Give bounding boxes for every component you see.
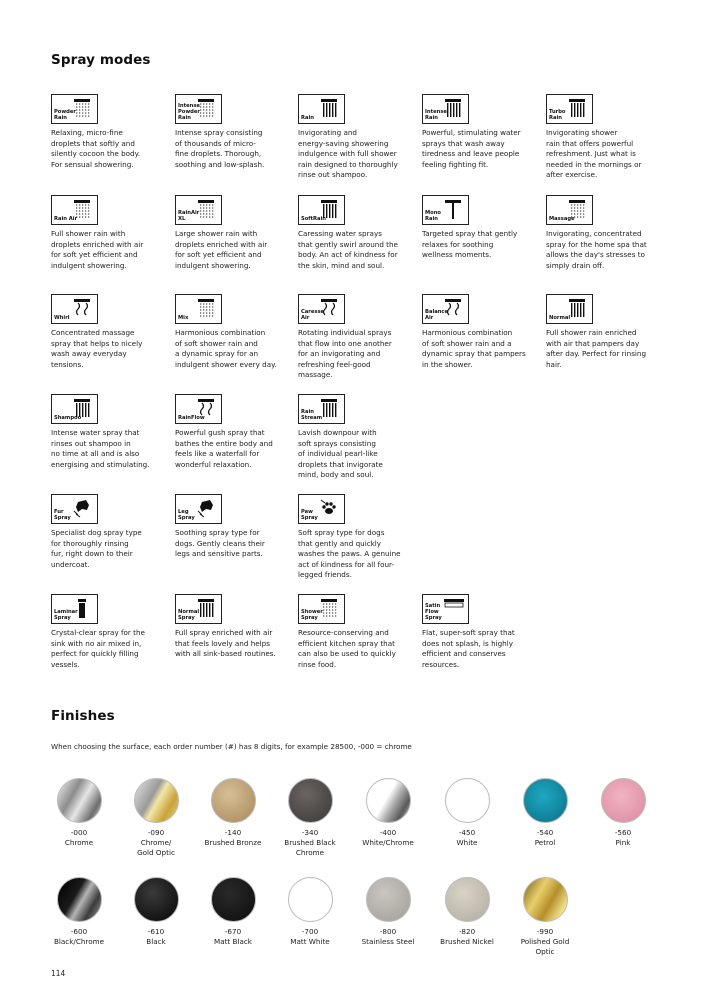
spray-mode-card bbox=[175, 494, 295, 560]
spray-mode-description: Intense water spray that rinses out shampoo in no time at all and is also energising and stimulating. bbox=[51, 428, 150, 469]
finish-code: -560 bbox=[614, 828, 632, 837]
spray-mode-card bbox=[51, 394, 171, 470]
spray-mode-icon-box bbox=[546, 294, 593, 324]
finish-name: Matt White bbox=[290, 937, 330, 946]
spray-mode-description: Powerful, stimulating water sprays that wash away tiredness and leave people feeling fighting fit. bbox=[422, 128, 521, 169]
spray-mode-icon-box bbox=[51, 494, 98, 524]
finish-swatch bbox=[507, 778, 583, 848]
spray-mode-card bbox=[51, 594, 171, 670]
spray-mode-card bbox=[51, 94, 171, 170]
spray-mode-card bbox=[51, 294, 171, 370]
spray-mode-icon-box bbox=[51, 195, 98, 225]
finish-color-circle bbox=[445, 778, 490, 823]
spray-mode-card bbox=[175, 94, 295, 170]
finish-code: -140 bbox=[224, 828, 242, 837]
spray-mode-description: Targeted spray that gently relaxes for soothing wellness moments. bbox=[422, 229, 518, 260]
spray-mode-description: Invigorating, concentrated spray for the home spa that allows the day's stresses to simply drain off. bbox=[546, 229, 647, 270]
finish-swatch bbox=[195, 778, 271, 848]
spray-mode-card bbox=[298, 394, 418, 481]
finish-name: Brushed Nickel bbox=[440, 937, 494, 946]
spray-mode-label: Shampoo bbox=[54, 415, 82, 421]
spray-mode-icon-box bbox=[51, 294, 98, 324]
finish-color-circle bbox=[366, 877, 411, 922]
spray-mode-label: Mix bbox=[178, 315, 189, 321]
finish-code: -450 bbox=[458, 828, 476, 837]
spray-mode-label: Normal Spray bbox=[178, 609, 200, 621]
spray-mode-label: RainAir XL bbox=[178, 210, 200, 222]
spray-mode-icon-box bbox=[422, 594, 469, 624]
spray-mode-label: SoftRain bbox=[301, 216, 327, 222]
spray-mode-label: Caresse Air bbox=[301, 309, 325, 321]
finish-color-circle bbox=[288, 778, 333, 823]
finish-color-circle bbox=[366, 778, 411, 823]
spray-mode-description: Large shower rain with droplets enriched with air for soft yet efficient and indulgent showering. bbox=[175, 229, 268, 270]
finish-name: Brushed Bronze bbox=[204, 838, 262, 847]
finish-swatch bbox=[118, 778, 194, 858]
finish-code: -000 bbox=[70, 828, 88, 837]
finish-color-circle bbox=[211, 877, 256, 922]
finishes-intro: When choosing the surface, each order number (#) has 8 digits, for example 28500, -000 = chrome bbox=[51, 742, 412, 751]
spray-mode-description: Rotating individual sprays that flow into one another for an invigorating and refreshing feel-good massage. bbox=[298, 328, 392, 380]
spray-mode-label: Shower Spray bbox=[301, 609, 323, 621]
finish-code: -600 bbox=[70, 927, 88, 936]
finish-code: -670 bbox=[224, 927, 242, 936]
finish-swatch bbox=[118, 877, 194, 947]
spray-mode-description: Full shower rain with droplets enriched with air for soft yet efficient and indulgent showering. bbox=[51, 229, 144, 270]
finish-code: -800 bbox=[379, 927, 397, 936]
spray-mode-card bbox=[175, 594, 295, 660]
finish-swatch bbox=[585, 778, 661, 848]
spray-mode-description: Invigorating and energy-saving showering indulgence with full shower rain designed to thoroughly rinse out shampoo. bbox=[298, 128, 398, 180]
spray-mode-icon-box bbox=[298, 94, 345, 124]
spray-mode-description: Soothing spray type for dogs. Gently cleans their legs and sensitive parts. bbox=[175, 528, 265, 559]
spray-mode-description: Concentrated massage spray that helps to nicely wash away everyday tensions. bbox=[51, 328, 143, 369]
spray-mode-icon-box bbox=[175, 494, 222, 524]
spray-mode-card bbox=[422, 94, 542, 170]
spray-mode-description: Caressing water sprays that gently swirl around the body. An act of kindness for the skin, mind and soul. bbox=[298, 229, 398, 270]
finish-name: Stainless Steel bbox=[361, 937, 415, 946]
finish-name: Black bbox=[146, 937, 166, 946]
finish-swatch bbox=[272, 877, 348, 947]
spray-mode-card bbox=[51, 195, 171, 271]
spray-mode-card bbox=[546, 195, 666, 271]
spray-mode-card bbox=[298, 195, 418, 271]
finish-color-circle bbox=[523, 778, 568, 823]
finish-color-circle bbox=[134, 778, 179, 823]
spray-mode-card bbox=[546, 94, 666, 181]
finish-swatch bbox=[41, 778, 117, 848]
spray-mode-label: Massage bbox=[549, 216, 575, 222]
spray-mode-description: Full shower rain enriched with air that pampers day after day. Perfect for rinsing hair. bbox=[546, 328, 647, 369]
finish-color-circle bbox=[211, 778, 256, 823]
spray-mode-icon-box bbox=[546, 195, 593, 225]
finish-swatch bbox=[507, 877, 583, 957]
spray-mode-icon-box bbox=[298, 195, 345, 225]
spray-mode-label: Fur Spray bbox=[54, 509, 71, 521]
spray-mode-icon-box bbox=[175, 394, 222, 424]
finish-name: Chrome bbox=[64, 838, 94, 847]
finish-name: Polished Gold Optic bbox=[520, 937, 570, 956]
spray-mode-icon-box bbox=[422, 294, 469, 324]
spray-mode-label: Rain Stream bbox=[301, 409, 323, 421]
spray-mode-card bbox=[175, 195, 295, 271]
finish-swatch bbox=[350, 778, 426, 848]
spray-mode-description: Resource-conserving and efficient kitchen spray that can also be used to quickly rinse food. bbox=[298, 628, 396, 669]
finish-code: -400 bbox=[379, 828, 397, 837]
finish-code: -090 bbox=[147, 828, 165, 837]
spray-mode-label: Rain Air bbox=[54, 216, 78, 222]
spray-mode-label: Intense Rain bbox=[425, 109, 447, 121]
finish-swatch bbox=[429, 877, 505, 947]
spray-mode-icon-box bbox=[51, 94, 98, 124]
finish-swatch bbox=[350, 877, 426, 947]
spray-mode-icon-box bbox=[175, 195, 222, 225]
spray-mode-label: Rain bbox=[301, 115, 314, 121]
spray-mode-description: Harmonious combination of soft shower rain and a dynamic spray for an indulgent shower every day. bbox=[175, 328, 277, 369]
finish-code: -610 bbox=[147, 927, 165, 936]
finish-swatch bbox=[41, 877, 117, 947]
finish-name: Matt Black bbox=[214, 937, 252, 946]
finish-name: Brushed Black Chrome bbox=[284, 838, 336, 857]
spray-mode-label: Leg Spray bbox=[178, 509, 195, 521]
finish-color-circle bbox=[601, 778, 646, 823]
spray-mode-description: Lavish downpour with soft sprays consisting of individual pearl-like droplets that invigorate mind, body and soul. bbox=[298, 428, 383, 480]
finish-code: -540 bbox=[536, 828, 554, 837]
spray-mode-label: Powder Rain bbox=[54, 109, 76, 121]
spray-mode-card bbox=[422, 594, 542, 670]
page-number: 114 bbox=[51, 969, 66, 978]
finish-name: Petrol bbox=[534, 838, 556, 847]
spray-mode-icon-box bbox=[51, 394, 98, 424]
spray-mode-label: Whirl bbox=[54, 315, 70, 321]
spray-mode-icon-box bbox=[51, 594, 98, 624]
finish-swatch bbox=[195, 877, 271, 947]
finish-swatch bbox=[429, 778, 505, 848]
spray-mode-icon-box bbox=[298, 294, 345, 324]
finish-swatch bbox=[272, 778, 348, 858]
spray-mode-description: Crystal-clear spray for the sink with no air mixed in, perfect for quickly filling vessels. bbox=[51, 628, 145, 669]
spray-mode-icon-box bbox=[546, 94, 593, 124]
spray-mode-description: Full spray enriched with air that feels lovely and helps with all sink-based routines. bbox=[175, 628, 276, 659]
finish-code: -820 bbox=[458, 927, 476, 936]
spray-mode-label: Normal bbox=[549, 315, 571, 321]
finish-code: -700 bbox=[301, 927, 319, 936]
spray-mode-card bbox=[298, 494, 418, 581]
finish-color-circle bbox=[57, 778, 102, 823]
finishes-heading: Finishes bbox=[51, 708, 115, 724]
spray-mode-icon-box bbox=[422, 195, 469, 225]
spray-mode-label: Satin Flow Spray bbox=[425, 603, 442, 621]
finish-name: Chrome/ Gold Optic bbox=[137, 838, 175, 857]
spray-mode-icon-box bbox=[298, 494, 345, 524]
spray-modes-heading: Spray modes bbox=[51, 52, 151, 68]
spray-mode-description: Intense spray consisting of thousands of micro- fine droplets. Thorough, soothing and low-splash. bbox=[175, 128, 265, 169]
spray-mode-icon-box bbox=[175, 594, 222, 624]
spray-mode-description: Powerful gush spray that bathes the entire body and feels like a waterfall for wonderful relaxation. bbox=[175, 428, 273, 469]
spray-mode-card bbox=[298, 94, 418, 181]
finish-color-circle bbox=[288, 877, 333, 922]
spray-mode-icon-box bbox=[298, 594, 345, 624]
spray-mode-label: Mono Rain bbox=[425, 210, 441, 222]
spray-mode-card bbox=[175, 394, 295, 470]
finish-code: -990 bbox=[536, 927, 554, 936]
spray-mode-description: Harmonious combination of soft shower rain and a dynamic spray that pampers in the shower. bbox=[422, 328, 526, 369]
finish-name: Pink bbox=[615, 838, 631, 847]
spray-mode-description: Invigorating shower rain that offers powerful refreshment. Just what is needed in the mornings or after exercise. bbox=[546, 128, 642, 180]
finish-color-circle bbox=[57, 877, 102, 922]
spray-mode-label: Intense Powder Rain bbox=[178, 103, 200, 121]
finish-name: White bbox=[456, 838, 478, 847]
spray-mode-card bbox=[422, 294, 542, 370]
spray-mode-icon-box bbox=[175, 294, 222, 324]
spray-mode-description: Specialist dog spray type for thoroughly rinsing fur, right down to their undercoat. bbox=[51, 528, 142, 569]
spray-mode-icon-box bbox=[298, 394, 345, 424]
finish-color-circle bbox=[134, 877, 179, 922]
spray-mode-description: Soft spray type for dogs that gently and quickly washes the paws. A genuine act of kindness for all four- legged friends. bbox=[298, 528, 401, 580]
spray-mode-card bbox=[51, 494, 171, 570]
finish-name: Black/Chrome bbox=[53, 937, 105, 946]
finish-code: -340 bbox=[301, 828, 319, 837]
spray-mode-card bbox=[422, 195, 542, 261]
spray-mode-icon-box bbox=[422, 94, 469, 124]
spray-mode-icon-box bbox=[175, 94, 222, 124]
spray-mode-card bbox=[298, 594, 418, 670]
spray-mode-card bbox=[298, 294, 418, 381]
spray-mode-label: Turbo Rain bbox=[549, 109, 566, 121]
spray-mode-label: Laminar Spray bbox=[54, 609, 78, 621]
finish-name: White/Chrome bbox=[362, 838, 414, 847]
spray-mode-card bbox=[546, 294, 666, 370]
spray-mode-card bbox=[175, 294, 295, 370]
spray-mode-label: Balance Air bbox=[425, 309, 449, 321]
finish-color-circle bbox=[523, 877, 568, 922]
spray-mode-label: Paw Spray bbox=[301, 509, 318, 521]
spray-mode-description: Relaxing, micro-fine droplets that softly and silently cocoon the body. For sensual showering. bbox=[51, 128, 141, 169]
spray-mode-label: RainFlow bbox=[178, 415, 205, 421]
spray-mode-description: Flat, super-soft spray that does not splash, is highly efficient and conserves resources. bbox=[422, 628, 515, 669]
finish-color-circle bbox=[445, 877, 490, 922]
